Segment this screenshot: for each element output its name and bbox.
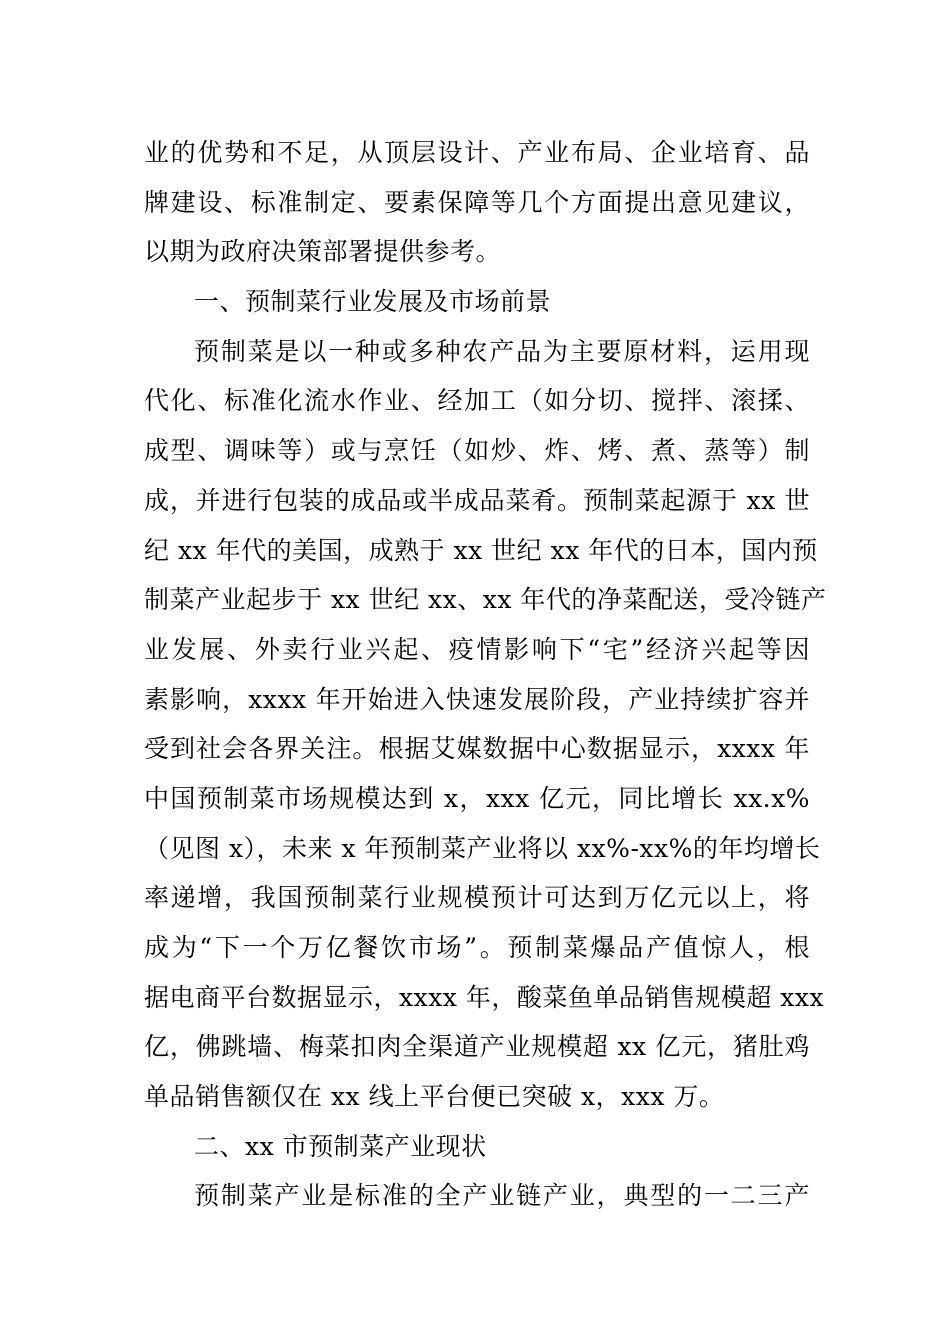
text-line: 率递增，我国预制菜行业规模预计可达到万亿元以上，将 (144, 883, 810, 913)
text-line: 牌建设、标准制定、要素保障等几个方面提出意见建议， (144, 187, 810, 217)
text-line: 以期为政府决策部署提供参考。 (144, 237, 502, 267)
text-line: 据电商平台数据显示，xxxx 年，酸菜鱼单品销售规模超 xxx (144, 982, 825, 1012)
body-text (144, 128, 827, 1221)
text-line: 素影响，xxxx 年开始进入快速发展阶段，产业持续扩容并 (144, 684, 810, 714)
text-line: 成型、调味等）或与烹饪（如炒、炸、烤、煮、蒸等）制 (144, 436, 810, 466)
text-line: （见图 x），未来 x 年预制菜产业将以 xx%-xx%的年均增长 (144, 833, 821, 863)
text-line: 纪 xx 年代的美国，成熟于 xx 世纪 xx 年代的日本，国内预 (144, 535, 818, 565)
text-line: 单品销售额仅在 xx 线上平台便已突破 x，xxx 万。 (144, 1082, 725, 1112)
text-line: 业发展、外卖行业兴起、疫情影响下“宅”经济兴起等因 (144, 634, 810, 664)
text-line: 受到社会各界关注。根据艾媒数据中心数据显示，xxxx 年 (144, 734, 810, 764)
text-line: 代化、标准化流水作业、经加工（如分切、搅拌、滚揉、 (144, 386, 810, 416)
text-line: 成，并进行包装的成品或半成品菜肴。预制菜起源于 xx 世 (144, 485, 810, 515)
text-line: 业的优势和不足，从顶层设计、产业布局、企业培育、品 (144, 138, 810, 167)
text-line: 预制菜是以一种或多种农产品为主要原材料，运用现 (194, 336, 810, 366)
text-line: 中国预制菜市场规模达到 x，xxx 亿元，同比增长 xx.x% (144, 783, 810, 813)
text-line: 预制菜产业是标准的全产业链产业，典型的一二三产 (194, 1181, 810, 1211)
text-line: 成为“下一个万亿餐饮市场”。预制菜爆品产值惊人，根 (144, 933, 810, 962)
section-heading-2: 二、xx 市预制菜产业现状 (194, 1131, 487, 1161)
text-line: 制菜产业起步于 xx 世纪 xx、xx 年代的净菜配送，受冷链产 (144, 585, 827, 615)
section-heading-1: 一、预制菜行业发展及市场前景 (194, 287, 552, 317)
text-line: 亿，佛跳墙、梅菜扣肉全渠道产业规模超 xx 亿元，猪肚鸡 (144, 1032, 810, 1062)
